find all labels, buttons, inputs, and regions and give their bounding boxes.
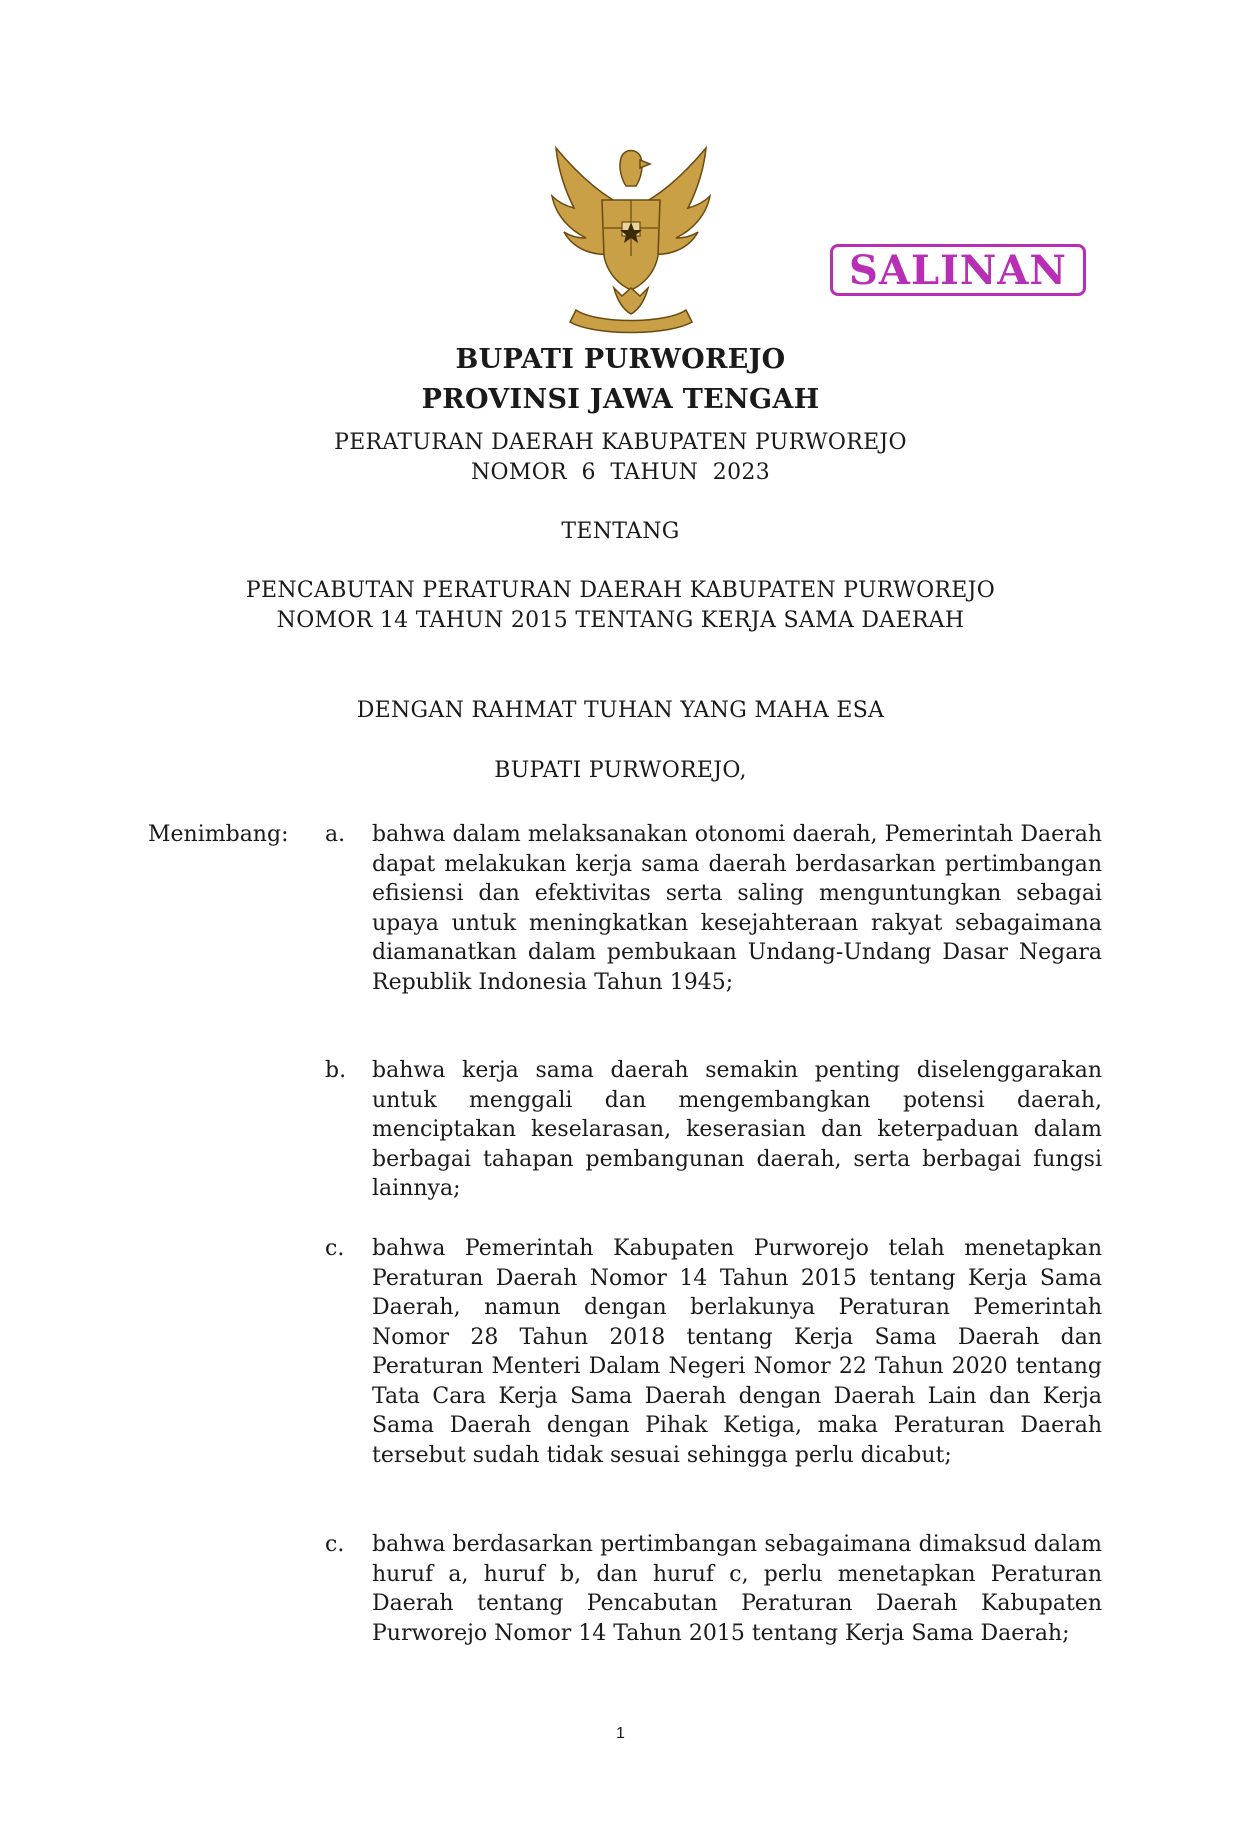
regulation-title: PERATURAN DAERAH KABUPATEN PURWOREJO bbox=[334, 430, 907, 455]
item-text: bahwa berdasarkan pertimbangan sebagaimana dimaksud dalam huruf a, huruf b, dan huruf c, perlu menetapkan Peraturan Daerah tentang Pencabutan Peraturan Daerah Kabupaten Purworejo Nomor 14 Tahun 2015 tentang Kerja Sama Daerah; bbox=[372, 1532, 1102, 1646]
letterhead-province: PROVINSI JAWA TENGAH bbox=[421, 384, 820, 415]
item-text: bahwa dalam melaksanakan otonomi daerah, Pemerintah Daerah dapat melakukan kerja sama daerah berdasarkan pertimbangan efisiensi dan efektivitas serta saling menguntungkan sebagai upaya untuk meningkatkan kesejahteraan rakyat sebagaimana diamanatkan dalam pembukaan Undang-Undang Dasar Negara Republik Indonesia Tahun 1945; bbox=[372, 822, 1102, 995]
letterhead bbox=[0, 340, 1241, 420]
considering-item bbox=[325, 1056, 1102, 1204]
garuda-emblem-icon bbox=[536, 138, 726, 338]
regulation-about: TENTANG bbox=[561, 519, 680, 544]
authority-text: BUPATI PURWOREJO, bbox=[494, 758, 747, 783]
considering-item bbox=[325, 1234, 1102, 1470]
regulation-subject-line2: NOMOR 14 TAHUN 2015 TENTANG KERJA SAMA DAERAH bbox=[276, 608, 965, 633]
considering-label: Menimbang: bbox=[148, 822, 289, 847]
item-text: bahwa kerja sama daerah semakin penting diselenggarakan untuk menggali dan mengembangkan potensi daerah, menciptakan keselarasan, keserasian dan keterpaduan dalam berbagai tahapan pembangunan daerah, serta berbagai fungsi lainnya; bbox=[372, 1058, 1102, 1201]
blessing-text: DENGAN RAHMAT TUHAN YANG MAHA ESA bbox=[356, 698, 885, 723]
letterhead-title: BUPATI PURWOREJO bbox=[455, 344, 786, 375]
regulation-number: NOMOR 6 TAHUN 2023 bbox=[471, 460, 770, 485]
page-number: 1 bbox=[616, 1725, 625, 1742]
item-text: bahwa Pemerintah Kabupaten Purworejo telah menetapkan Peraturan Daerah Nomor 14 Tahun 2015 tentang Kerja Sama Daerah, namun dengan berlakunya Peraturan Pemerintah Nomor 28 Tahun 2018 tentang Kerja Sama Daerah dan Peraturan Menteri Dalam Negeri Nomor 22 Tahun 2020 tentang Tata Cara Kerja Sama Daerah dengan Daerah Lain dan Kerja Sama Daerah dengan Pihak Ketiga, maka Peraturan Daerah tersebut sudah tidak sesuai sehingga perlu dicabut; bbox=[372, 1236, 1102, 1468]
item-marker: a. bbox=[325, 822, 346, 847]
salinan-stamp: SALINAN bbox=[830, 244, 1086, 296]
regulation-subject-line1: PENCABUTAN PERATURAN DAERAH KABUPATEN PURWOREJO bbox=[245, 578, 996, 603]
item-marker: b. bbox=[325, 1058, 347, 1083]
considering-item bbox=[325, 1530, 1102, 1648]
item-marker: c. bbox=[325, 1236, 345, 1261]
considering-item bbox=[325, 820, 1102, 997]
item-marker: c. bbox=[325, 1532, 345, 1557]
